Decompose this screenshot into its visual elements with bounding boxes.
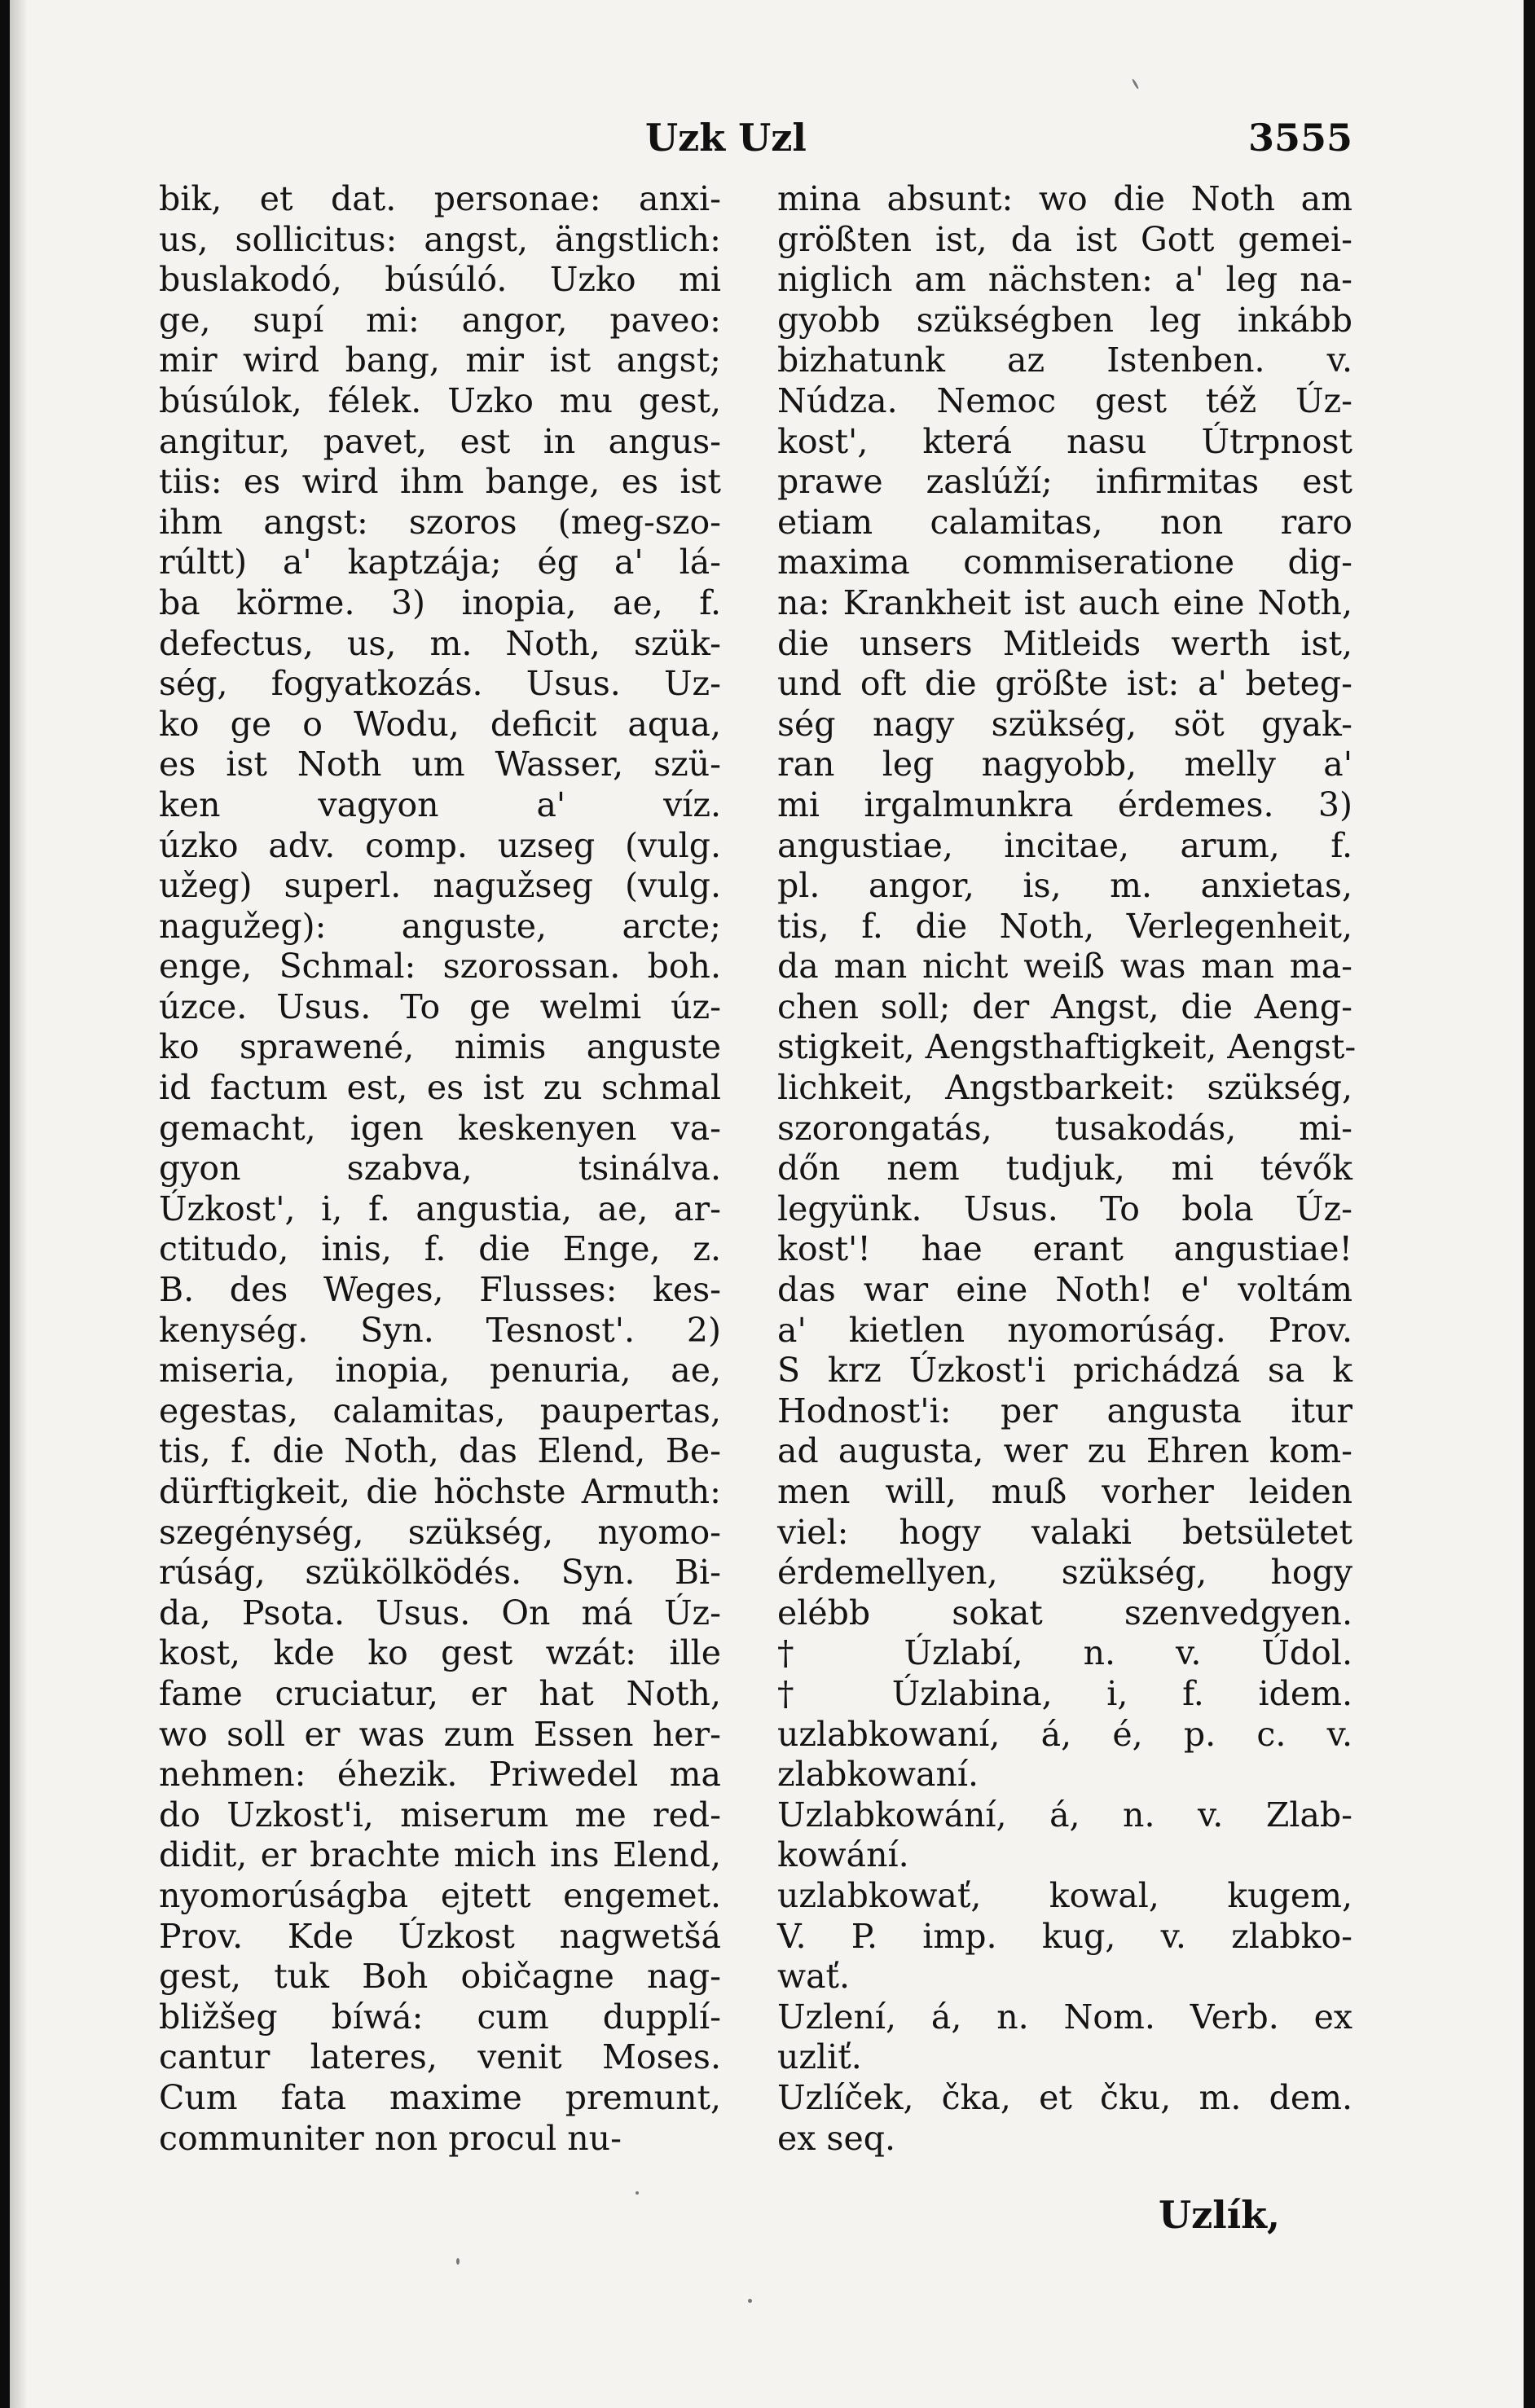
- text-line: wo soll er was zum Essen her-: [159, 1714, 721, 1754]
- text-line: elébb sokat szenvedgyen.: [777, 1593, 1352, 1632]
- text-line: ba körme. 3) inopia, ae, f.: [159, 582, 721, 622]
- text-line: úzko adv. comp. uzseg (vulg.: [159, 825, 721, 865]
- text-line: gyobb szükségben leg inkább: [777, 300, 1352, 340]
- text-line: ge, supí mi: angor, paveo:: [159, 300, 721, 340]
- text-line: enge, Schmal: szorossan. boh.: [159, 947, 721, 986]
- right-column: [777, 179, 1357, 2159]
- text-line: do Uzkost'i, miserum me red-: [159, 1795, 721, 1835]
- text-line: ex seq.: [777, 2118, 896, 2158]
- text-line: † Úzlabí, n. v. Údol.: [777, 1633, 1352, 1673]
- text-line: viel: hogy valaki betsületet: [777, 1512, 1352, 1552]
- text-line: kowání.: [777, 1835, 909, 1875]
- text-line: ko ge o Wodu, deficit aqua,: [159, 704, 721, 744]
- left-column: [159, 179, 721, 2159]
- text-line: gyon szabva, tsinálva.: [159, 1149, 721, 1189]
- text-line: nagužeg): anguste, arcte;: [159, 906, 721, 946]
- text-line: es ist Noth um Wasser, szü-: [159, 745, 721, 784]
- text-line: fame cruciatur, er hat Noth,: [159, 1673, 721, 1713]
- text-line: didit, er brachte mich ins Elend,: [159, 1835, 721, 1875]
- text-line: da man nicht weiß was man ma-: [777, 947, 1352, 986]
- text-line: ko sprawené, nimis anguste: [159, 1027, 721, 1067]
- text-line: Núdza. Nemoc gest též Úz-: [777, 380, 1352, 420]
- text-line: lichkeit, Angstbarkeit: szükség,: [777, 1068, 1352, 1108]
- text-line: rúság, szükölködés. Syn. Bi-: [159, 1553, 721, 1593]
- text-line: úzce. Usus. To ge welmi úz-: [159, 986, 721, 1026]
- text-line: und oft die größte ist: a' beteg-: [777, 664, 1352, 704]
- text-line: Uzlení, á, n. Nom. Verb. ex: [777, 1997, 1352, 2037]
- text-line: größten ist, da ist Gott gemei-: [777, 219, 1352, 259]
- text-line: kost'! hae erant angustiae!: [777, 1229, 1352, 1269]
- text-line: zlabkowaní.: [777, 1755, 979, 1795]
- text-line: bik, et dat. personae: anxi-: [159, 179, 721, 218]
- text-line: da, Psota. Usus. On má Úz-: [159, 1593, 721, 1632]
- text-line: érdemellyen, szükség, hogy: [777, 1553, 1352, 1593]
- text-line: V. P. imp. kug, v. zlabko-: [777, 1916, 1352, 1956]
- text-line: ihm angst: szoros (meg-szo-: [159, 502, 721, 542]
- text-line: buslakodó, búsúló. Uzko mi: [159, 260, 721, 300]
- text-line: wať.: [777, 1957, 851, 1997]
- text-line: ség nagy szükség, söt gyak-: [777, 704, 1352, 744]
- text-line: užeg) superl. nagužseg (vulg.: [159, 866, 721, 906]
- text-line: id factum est, es ist zu schmal: [159, 1068, 721, 1108]
- text-line: ken vagyon a' víz.: [159, 784, 721, 824]
- text-line: † Úzlabina, i, f. idem.: [777, 1673, 1352, 1713]
- text-line: chen soll; der Angst, die Aeng-: [777, 986, 1352, 1026]
- ink-speck: [1132, 78, 1140, 90]
- text-line: legyünk. Usus. To bola Úz-: [777, 1189, 1352, 1228]
- page-header: [10, 116, 1524, 165]
- text-line: dőn nem tudjuk, mi tévők: [777, 1149, 1352, 1189]
- text-line: bližšeg bíwá: cum dupplí-: [159, 1997, 721, 2037]
- ink-speck: [456, 2258, 460, 2265]
- page-number: 3555: [1247, 116, 1352, 160]
- text-line: rúltt) a' kaptzája; ég a' lá-: [159, 543, 721, 582]
- text-line: niglich am nächsten: a' leg na-: [777, 260, 1352, 300]
- text-line: Uzlíček, čka, et čku, m. dem.: [777, 2077, 1352, 2117]
- text-line: tiis: es wird ihm bange, es ist: [159, 462, 721, 502]
- text-line: Prov. Kde Úzkost nagwetšá: [159, 1916, 721, 1956]
- ink-speck: [636, 2191, 639, 2195]
- text-line: miseria, inopia, penuria, ae,: [159, 1351, 721, 1391]
- text-line: Úzkost', i, f. angustia, ae, ar-: [159, 1189, 721, 1228]
- text-line: szegénység, szükség, nyomo-: [159, 1512, 721, 1552]
- text-line: mir wird bang, mir ist angst;: [159, 341, 721, 380]
- text-line: angustiae, incitae, arum, f.: [777, 825, 1352, 865]
- text-line: tis, f. die Noth, Verlegenheit,: [777, 906, 1352, 946]
- text-line: mina absunt: wo die Noth am: [777, 179, 1352, 218]
- text-line: ad augusta, wer zu Ehren kom-: [777, 1431, 1352, 1471]
- text-line: uzlabkowaní, á, é, p. c. v.: [777, 1714, 1352, 1754]
- text-line: uzlabkowať, kowal, kugem,: [777, 1875, 1352, 1915]
- text-line: gest, tuk Boh običagne nag-: [159, 1957, 721, 1997]
- text-line: communiter non procul nu-: [159, 2118, 622, 2158]
- text-line: etiam calamitas, non raro: [777, 502, 1352, 542]
- text-line: ctitudo, inis, f. die Enge, z.: [159, 1229, 721, 1269]
- text-line: men will, muß vorher leiden: [777, 1472, 1352, 1511]
- text-line: egestas, calamitas, paupertas,: [159, 1391, 721, 1430]
- text-line: B. des Weges, Flusses: kes-: [159, 1270, 721, 1310]
- text-line: S krz Úzkost'i prichádzá sa k: [777, 1351, 1352, 1391]
- text-line: cantur lateres, venit Moses.: [159, 2037, 721, 2077]
- text-line: a' kietlen nyomorúság. Prov.: [777, 1310, 1352, 1350]
- text-line: das war eine Noth! e' voltám: [777, 1270, 1352, 1310]
- text-line: dürftigkeit, die höchste Armuth:: [159, 1472, 721, 1511]
- text-line: nehmen: éhezik. Priwedel ma: [159, 1755, 721, 1795]
- text-line: kenység. Syn. Tesnost'. 2): [159, 1310, 721, 1350]
- text-line: die unsers Mitleids werth ist,: [777, 623, 1352, 663]
- text-line: defectus, us, m. Noth, szük-: [159, 623, 721, 663]
- text-line: bizhatunk az Istenben. v.: [777, 341, 1352, 380]
- ink-speck: [748, 2299, 752, 2303]
- text-line: pl. angor, is, m. anxietas,: [777, 866, 1352, 906]
- dictionary-page: [10, 0, 1524, 2408]
- text-line: angitur, pavet, est in angus-: [159, 421, 721, 461]
- text-line: na: Krankheit ist auch eine Noth,: [777, 582, 1352, 622]
- text-line: mi irgalmunkra érdemes. 3): [777, 784, 1352, 824]
- catchword: Uzlík,: [1159, 2193, 1281, 2237]
- text-line: gemacht, igen keskenyen va-: [159, 1108, 721, 1148]
- text-line: Hodnost'i: per angusta itur: [777, 1391, 1352, 1430]
- text-line: búsúlok, félek. Uzko mu gest,: [159, 380, 721, 420]
- text-line: nyomorúságba ejtett engemet.: [159, 1875, 721, 1915]
- text-line: Uzlabkowání, á, n. v. Zlab-: [777, 1795, 1352, 1835]
- text-line: uzliť.: [777, 2037, 862, 2077]
- text-line: szorongatás, tusakodás, mi-: [777, 1108, 1352, 1148]
- text-line: maxima commiseratione dig-: [777, 543, 1352, 582]
- text-line: ség, fogyatkozás. Usus. Uz-: [159, 664, 721, 704]
- text-line: prawe zaslúží; infirmitas est: [777, 462, 1352, 502]
- text-line: Cum fata maxime premunt,: [159, 2077, 721, 2117]
- text-line: stigkeit, Aengsthaftigkeit, Aengst-: [777, 1027, 1357, 1067]
- text-line: us, sollicitus: angst, ängstlich:: [159, 219, 721, 259]
- text-line: ran leg nagyobb, melly a': [777, 745, 1352, 784]
- guide-words: Uzk Uzl: [645, 116, 807, 160]
- text-line: kost', která nasu Útrpnost: [777, 421, 1352, 461]
- text-line: tis, f. die Noth, das Elend, Be-: [159, 1431, 721, 1471]
- text-line: kost, kde ko gest wzát: ille: [159, 1633, 721, 1673]
